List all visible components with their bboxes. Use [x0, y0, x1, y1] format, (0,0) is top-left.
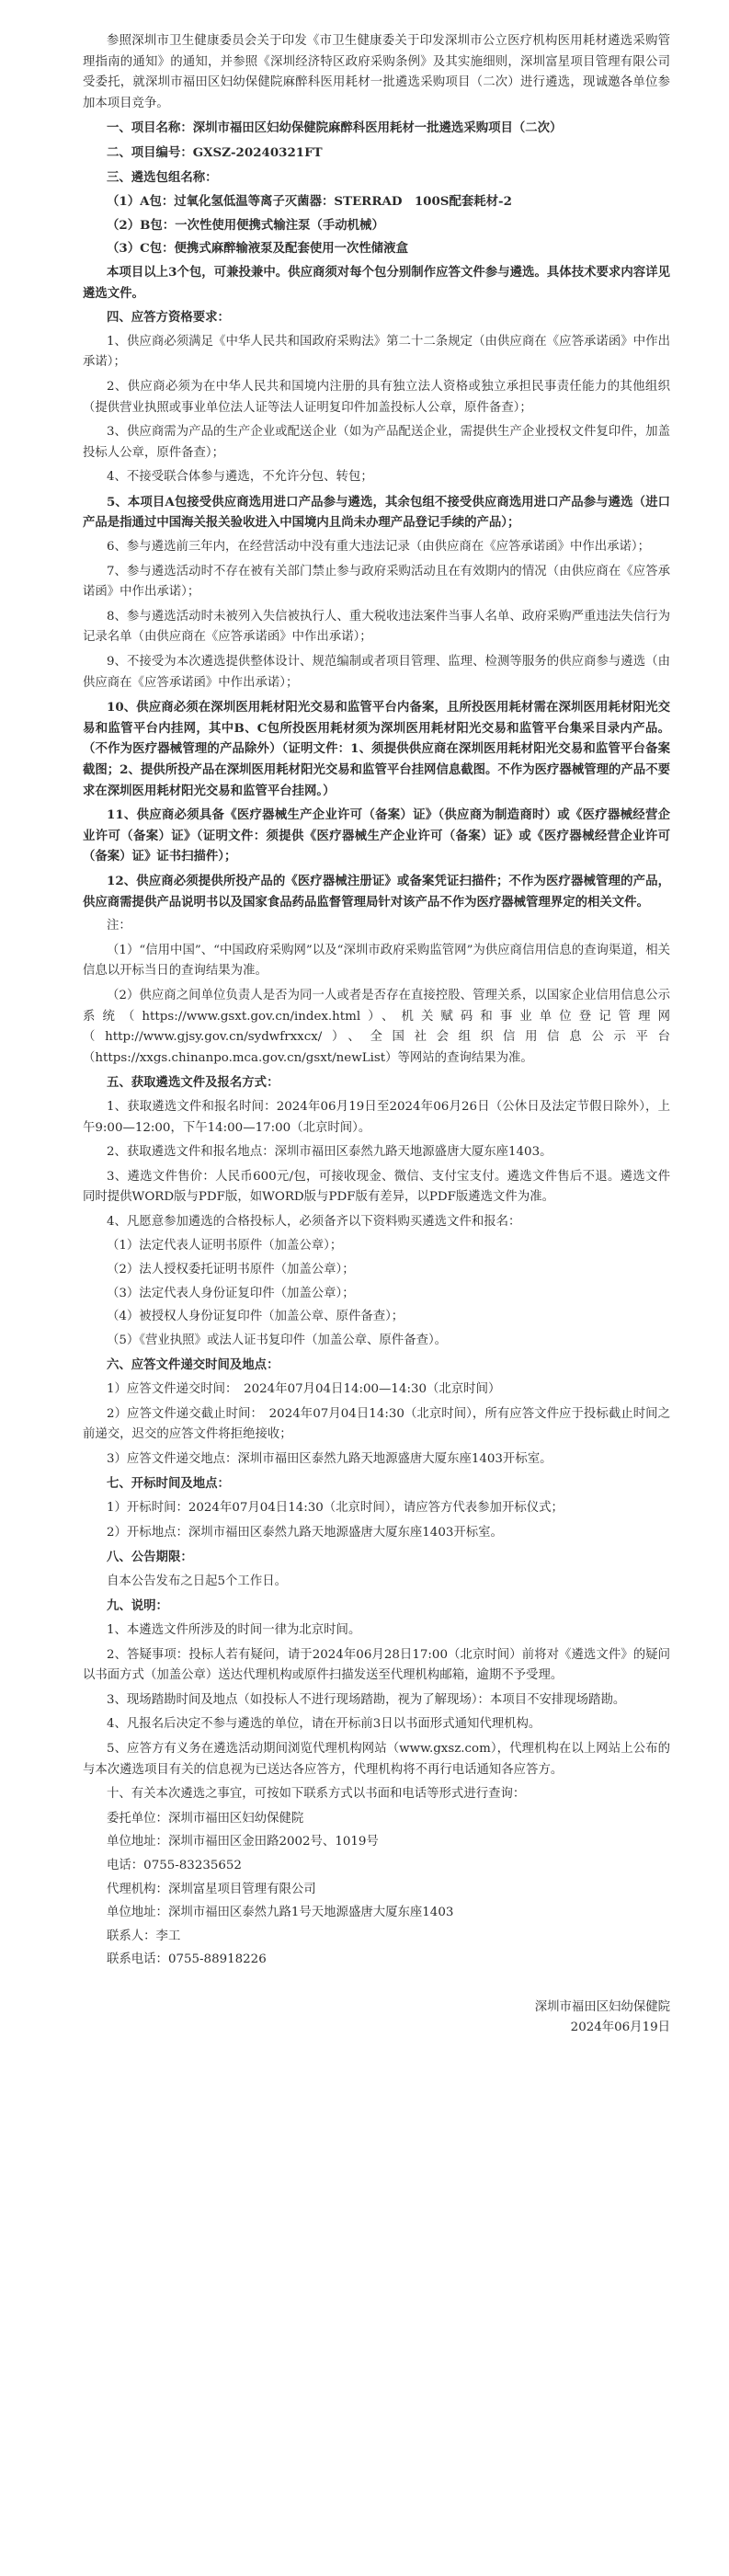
- contact-line: 电话：0755-83235652: [107, 1858, 242, 1872]
- obtain-location: 2、获取遴选文件和报名地点：深圳市福田区泰然九路天地源盛唐大厦东座1403。: [107, 1145, 552, 1160]
- notes-item: 4、凡报名后决定不参与遴选的单位，请在开标前3日以书面形式通知代理机构。: [107, 1717, 541, 1732]
- material-item: （3）法定代表人身份证复印件（加盖公章）；: [107, 1286, 355, 1300]
- submission-item: 3）应答文件递交地点：深圳市福田区泰然九路天地源盛唐大厦东座1403开标室。: [107, 1451, 552, 1466]
- note-item: （2）供应商之间单位负责人是否为同一人或者是否存在直接控股、管理关系，以国家企业信用信息公示系统（https://www.gsxt.gov.cn/index.html）、机关赋码和事业单位登记管理网（http://www.gjsy.gov.cn/sydwfrxxcx/）、全国社会组织信用信息公示平台（https://xxgs.chinanpo.mca.gov.cn/gsxt/newList）等网站的查询结果为准。: [83, 988, 670, 1065]
- lot-item: （2）B包：一次性使用便携式输注泵（手动机械）: [107, 217, 384, 233]
- qualification-item: 2、供应商必须为在中华人民共和国境内注册的具有独立法人资格或独立承担民事责任能力的其他组织（提供营业执照或事业单位法人证等法人证明复印件加盖投标人公章，原件备查）；: [83, 379, 670, 415]
- qualification-item: 7、参与遴选活动时不存在被有关部门禁止参与政府采购活动且在有效期内的情况（由供应商在《应答承诺函》中作出承诺）；: [83, 564, 670, 600]
- section-submission-title: 六、应答文件递交时间及地点：: [107, 1357, 279, 1373]
- section-opening-title: 七、开标时间及地点：: [107, 1476, 230, 1492]
- submission-item: 1）应答文件递交时间： 2024年07月04日14:00—14:30（北京时间）: [107, 1382, 501, 1397]
- section-obtain-title: 五、获取遴选文件及报名方式：: [107, 1075, 279, 1091]
- qualification-item: 10、供应商必须在深圳医用耗材阳光交易和监管平台内备案，且所投医用耗材需在深圳医用耗材阳光交易和监管平台内挂网，其中B、C包所投医用耗材须为深圳医用耗材阳光交易和监管平台集采目录内产品。（不作为医疗器械管理的产品除外）（证明文件：1、须提供供应商在深圳医用耗材阳光交易和监管平台备案截图；2、提供所投产品在深圳医用耗材阳光交易和监管平台挂网信息截图。不作为医疗器械管理的产品不要求在深圳医用耗材阳光交易和监管平台挂网。）: [83, 700, 670, 798]
- signature-spacer: [83, 1974, 670, 1998]
- section-lot-title: 三、遴选包组名称：: [107, 169, 218, 185]
- opening-item: 2）开标地点：深圳市福田区泰然九路天地源盛唐大厦东座1403开标室。: [107, 1525, 503, 1540]
- section-qualification-title: 四、应答方资格要求：: [107, 310, 230, 326]
- obtain-price: 3、遴选文件售价：人民币600元/包，可接收现金、微信、支付宝支付。遴选文件售后不退。遴选文件同时提供WORD版与PDF版，如WORD版与PDF版有差异，以PDF版遴选文件为准。: [83, 1169, 670, 1205]
- contact-line: 联系人：李工: [107, 1929, 181, 1943]
- project-name: 深圳市福田区妇幼保健院麻醉科医用耗材一批遴选采购项目（二次）: [192, 120, 563, 136]
- contact-line: 单位地址：深圳市福田区泰然九路1号天地源盛唐大厦东座1403: [107, 1906, 454, 1920]
- section-label: 二、项目编号：: [107, 144, 193, 160]
- qualification-item: 11、供应商必须具备《医疗器械生产企业许可（备案）证》（供应商为制造商时）或《医疗器械经营企业许可（备案）证》（证明文件：须提供《医疗器械生产企业许可（备案）证》或《医疗器械经营企业许可（备案）证》证书扫描件）；: [83, 807, 670, 864]
- notes-item: 5、应答方有义务在遴选活动期间浏览代理机构网站（www.gxsz.com），代理机构在以上网站上公布的与本次遴选项目有关的信息视为已送达各应答方，代理机构将不再行电话通知各应答方。: [83, 1741, 670, 1777]
- section-contact-title: 十、有关本次遴选之事宜，可按如下联系方式以书面和电话等形式进行查询：: [107, 1787, 526, 1802]
- period-text: 自本公告发布之日起5个工作日。: [107, 1574, 287, 1588]
- signature-date: 2024年06月19日: [570, 2021, 670, 2035]
- contact-line: 单位地址：深圳市福田区金田路2002号、1019号: [107, 1835, 379, 1849]
- material-item: （4）被授权人身份证复印件（加盖公章、原件备查）；: [107, 1310, 404, 1324]
- section-project-name: [83, 118, 670, 139]
- notes-item: 2、答疑事项：投标人若有疑问，请于2024年06月28日17:00（北京时间）前将对《遴选文件》的疑问以书面方式（加盖公章）送达代理机构或原件扫描发送至代理机构邮箱，逾期不予受理。: [83, 1647, 670, 1683]
- notes-item: 3、现场踏勘时间及地点（如投标人不进行现场踏勘，视为了解现场）：本项目不安排现场踏勘。: [107, 1692, 626, 1707]
- note-label: 注：: [107, 919, 131, 933]
- project-number: GXSZ-20240321FT: [192, 144, 323, 160]
- qualification-item: 8、参与遴选活动时未被列入失信被执行人、重大税收违法案件当事人名单、政府采购严重违法失信行为记录名单（由供应商在《应答承诺函》中作出承诺）；: [83, 609, 670, 645]
- lot-note: 本项目以上3个包，可兼投兼中。供应商须对每个包分别制作应答文件参与遴选。具体技术要求内容详见遴选文件。: [83, 264, 670, 301]
- contact-line: 代理机构：深圳富星项目管理有限公司: [107, 1882, 316, 1896]
- section-label: 一、项目名称：: [107, 120, 193, 136]
- qualification-item: 12、供应商必须提供所投产品的《医疗器械注册证》或备案凭证扫描件；不作为医疗器械管理的产品，供应商需提供产品说明书以及国家食品药品监督管理局针对该产品不作为医疗器械管理界定的相关文件。: [83, 873, 670, 910]
- qualification-item: 3、供应商需为产品的生产企业或配送企业（如为产品配送企业，需提供生产企业授权文件复印件，加盖投标人公章，原件备查）；: [83, 425, 670, 460]
- intro-paragraph: 参照深圳市卫生健康委员会关于印发《市卫生健康委关于印发深圳市公立医疗机构医用耗材遴选采购管理指南的通知》的通知，并参照《深圳经济特区政府采购条例》及其实施细则，深圳富星项目管理有限公司受委托，就深圳市福田区妇幼保健院麻醉科医用耗材一批遴选采购项目（二次）进行遴选，现诚邀各单位参加本项目竞争。: [83, 34, 670, 110]
- lot-item: （3）C包：便携式麻醉输液泵及配套使用一次性储液盒: [107, 241, 408, 257]
- section-project-number: [83, 143, 670, 164]
- material-item: （2）法人授权委托证明书原件（加盖公章）；: [107, 1263, 355, 1277]
- opening-item: 1）开标时间：2024年07月04日14:30（北京时间），请应答方代表参加开标仪式；: [107, 1501, 564, 1515]
- signature-org: 深圳市福田区妇幼保健院: [534, 1999, 670, 2014]
- contact-line: 联系电话：0755-88918226: [107, 1952, 267, 1967]
- obtain-materials: 4、凡愿意参加遴选的合格投标人，必须备齐以下资料购买遴选文件和报名：: [107, 1214, 521, 1229]
- notes-item: 1、本遴选文件所涉及的时间一律为北京时间。: [107, 1622, 361, 1637]
- contact-line: 委托单位：深圳市福田区妇幼保健院: [107, 1811, 304, 1826]
- qualification-item: 6、参与遴选前三年内，在经营活动中没有重大违法记录（由供应商在《应答承诺函》中作出承诺）；: [107, 540, 651, 555]
- section-period-title: 八、公告期限：: [107, 1550, 193, 1565]
- material-item: （1）法定代表人证明书原件（加盖公章）；: [107, 1239, 343, 1254]
- qualification-item: 4、不接受联合体参与遴选，不允许分包、转包；: [107, 470, 373, 485]
- qualification-item: 1、供应商必须满足《中华人民共和国政府采购法》第二十二条规定（由供应商在《应答承诺函》中作出承诺）；: [83, 334, 670, 370]
- submission-item: 2）应答文件递交截止时间： 2024年07月04日14:30（北京时间），所有应答文件应于投标截止时间之前递交，迟交的应答文件将拒绝接收；: [83, 1406, 670, 1442]
- qualification-item: 5、本项目A包接受供应商选用进口产品参与遴选，其余包组不接受供应商选用进口产品参与遴选（进口产品是指通过中国海关报关验收进入中国境内且尚未办理产品登记手续的产品）；: [83, 494, 670, 531]
- lot-item: （1）A包：过氧化氢低温等离子灭菌器：STERRAD 100S配套耗材-2: [107, 194, 512, 210]
- note-item: （1）“信用中国”、“中国政府采购网”以及“深圳市政府采购监管网”为供应商信用信息的查询渠道，相关信息以开标当日的查询结果为准。: [83, 943, 670, 979]
- qualification-item: 9、不接受为本次遴选提供整体设计、规范编制或者项目管理、监理、检测等服务的供应商参与遴选（由供应商在《应答承诺函》中作出承诺）；: [83, 655, 670, 690]
- obtain-time: 1、获取遴选文件和报名时间：2024年06月19日至2024年06月26日（公休日及法定节假日除外），上午9:00—12:00，下午14:00—17:00（北京时间）。: [83, 1099, 670, 1135]
- material-item: （5）《营业执照》或法人证书复印件（加盖公章、原件备查）。: [107, 1333, 448, 1347]
- section-notes-title: 九、说明：: [107, 1598, 168, 1614]
